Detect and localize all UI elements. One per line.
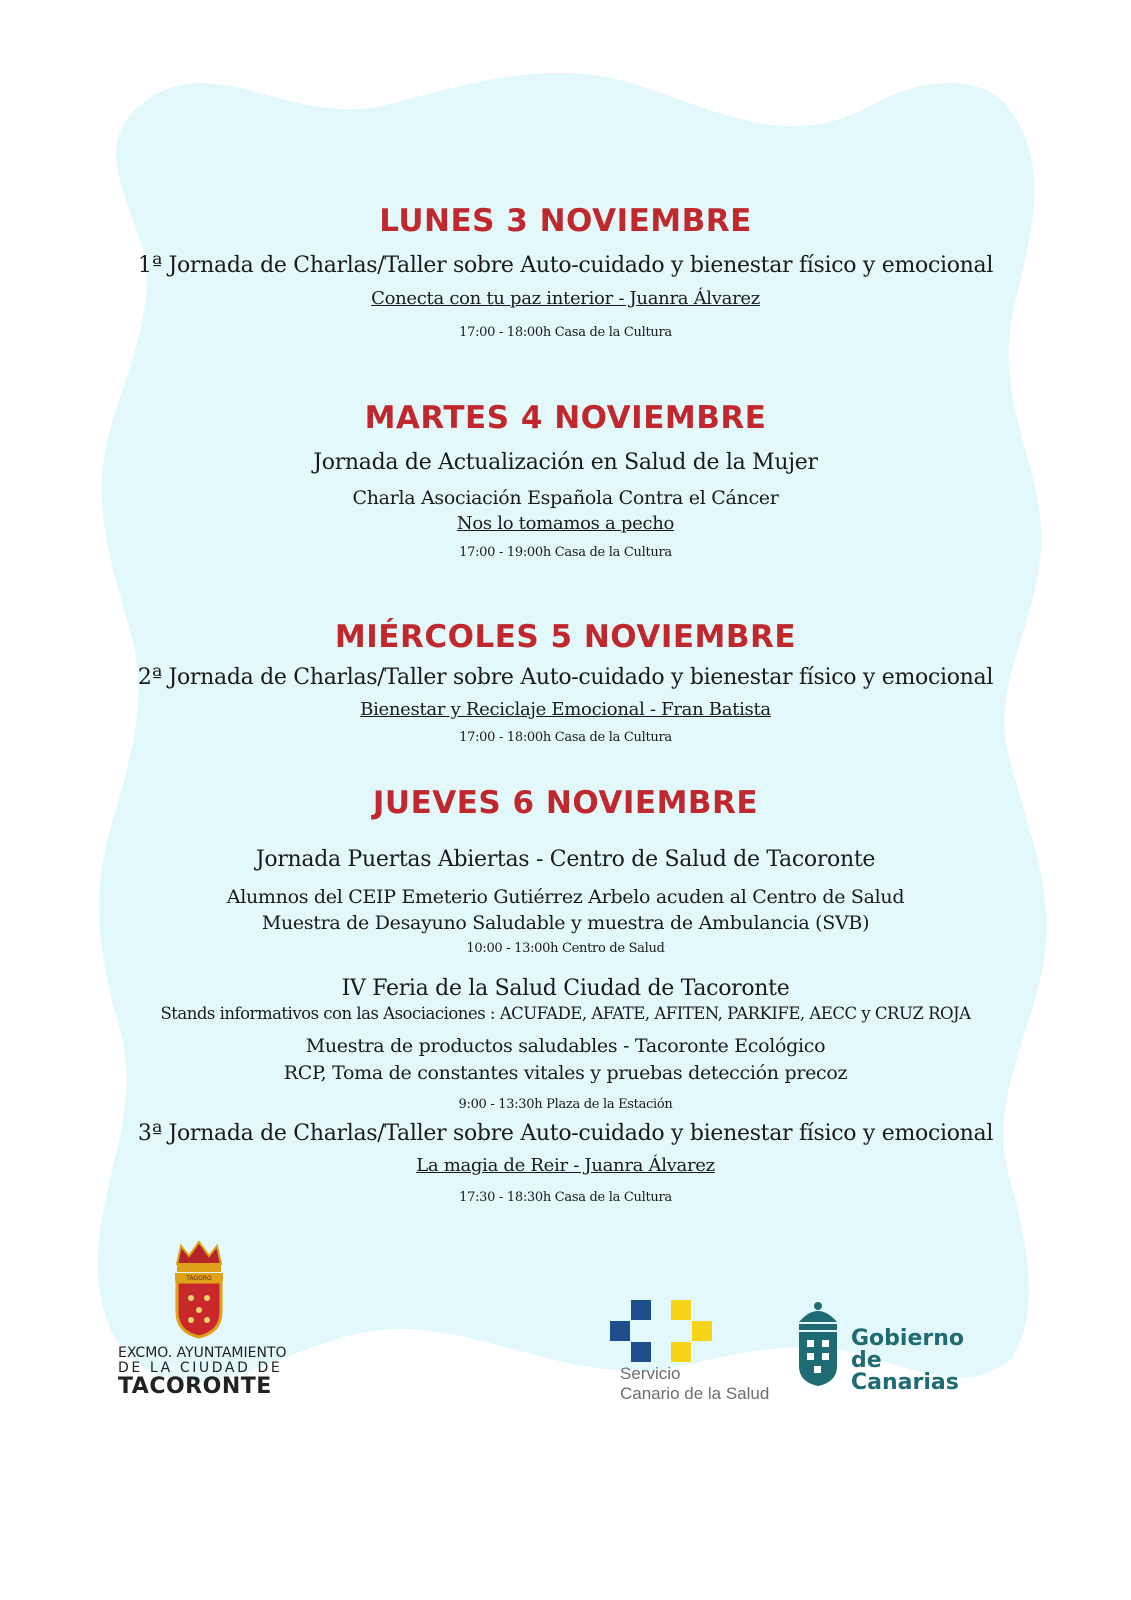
event-line: Charla Asociación Española Contra el Cáncer — [352, 487, 779, 509]
talk-link[interactable]: Nos lo tomamos a pecho — [456, 513, 675, 534]
canarias-crest-icon — [795, 1300, 841, 1388]
jornada-subtitle: Jornada Puertas Abiertas - Centro de Salud de Tacoronte — [255, 847, 876, 872]
day-title-jueves: JUEVES 6 NOVIEMBRE — [372, 785, 759, 821]
event-time: 17:00 - 18:00h Casa de la Cultura — [459, 325, 672, 340]
tacoronte-line3: TACORONTE — [118, 1374, 272, 1400]
event-line: Muestra de productos saludables - Tacoronte Ecológico — [305, 1035, 826, 1057]
feria-title: IV Feria de la Salud Ciudad de Tacoronte — [341, 976, 790, 1001]
jornada-subtitle: Jornada de Actualización en Salud de la Mujer — [313, 450, 818, 475]
event-line: RCP, Toma de constantes vitales y pruebas detección precoz — [283, 1062, 848, 1084]
event-time: 17:00 - 19:00h Casa de la Cultura — [459, 545, 672, 560]
event-time: 10:00 - 13:00h Centro de Salud — [466, 941, 665, 956]
event-time: 17:00 - 18:00h Casa de la Cultura — [459, 730, 672, 745]
shield-text: TAGORO — [186, 1275, 212, 1282]
event-line: Muestra de Desayuno Saludable y muestra de Ambulancia (SVB) — [261, 912, 870, 934]
jornada-subtitle: 2ª Jornada de Charlas/Taller sobre Auto-cuidado y bienestar físico y emocional — [137, 665, 994, 690]
talk-link[interactable]: Conecta con tu paz interior - Juanra Álvarez — [371, 288, 760, 309]
scs-logo — [610, 1300, 790, 1405]
tacoronte-logo — [118, 1240, 298, 1398]
scs-line1: Servicio — [620, 1364, 681, 1383]
scs-cross-icon — [610, 1300, 712, 1364]
day-title-martes: MARTES 4 NOVIEMBRE — [364, 400, 767, 436]
feria-stands: Stands informativos con las Asociaciones : ACUFADE, AFATE, AFITEN, PARKIFE, AECC y CRUZ ROJA — [160, 1004, 971, 1023]
day-title-lunes: LUNES 3 NOVIEMBRE — [379, 203, 752, 239]
gobierno-line1: Gobierno — [851, 1326, 965, 1351]
event-line: Alumnos del CEIP Emeterio Gutiérrez Arbelo acuden al Centro de Salud — [226, 886, 905, 908]
jornada-subtitle: 3ª Jornada de Charlas/Taller sobre Auto-cuidado y bienestar físico y emocional — [137, 1121, 994, 1146]
tacoronte-line1: EXCMO. AYUNTAMIENTO — [118, 1345, 287, 1361]
coat-of-arms-icon — [171, 1240, 227, 1340]
scs-line2: Canario de la Salud — [620, 1384, 770, 1404]
gobierno-line2: de Canarias — [851, 1348, 959, 1395]
event-time: 9:00 - 13:30h Plaza de la Estación — [458, 1097, 673, 1112]
day-title-miercoles: MIÉRCOLES 5 NOVIEMBRE — [334, 619, 797, 655]
talk-link[interactable]: La magia de Reir - Juanra Álvarez — [416, 1155, 715, 1176]
talk-link[interactable]: Bienestar y Reciclaje Emocional - Fran Batista — [360, 699, 771, 720]
gobierno-logo — [795, 1300, 995, 1395]
jornada-subtitle: 1ª Jornada de Charlas/Taller sobre Auto-cuidado y bienestar físico y emocional — [137, 253, 994, 278]
tacoronte-line2: DE LA CIUDAD DE — [118, 1359, 283, 1376]
event-time: 17:30 - 18:30h Casa de la Cultura — [459, 1190, 672, 1205]
